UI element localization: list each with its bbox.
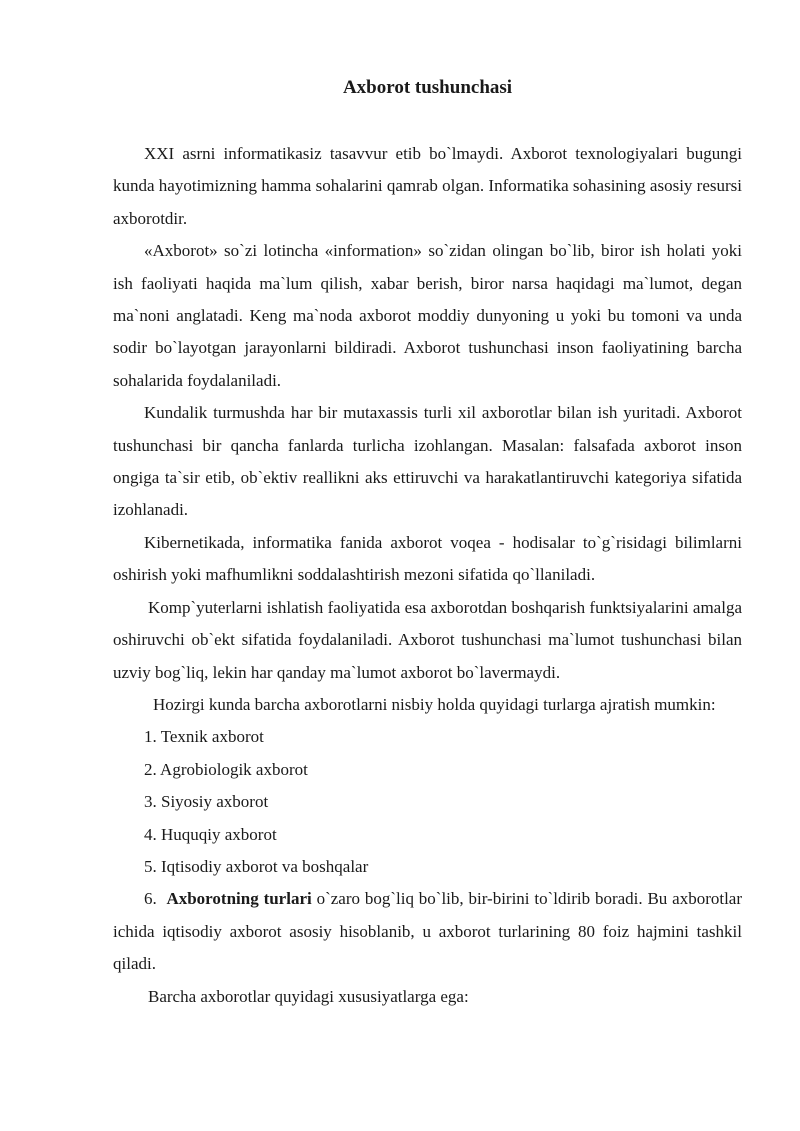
document-page: [113, 74, 742, 1013]
paragraph-item-6: [113, 883, 742, 980]
paragraph-final: Barcha axborotlar quyidagi xususiyatlarga ega:: [148, 986, 469, 1006]
list-item: 5. Iqtisodiy axborot va boshqalar: [144, 856, 369, 876]
paragraph: «Axborot» so`zi lotincha «information» so`zidan olingan bo`lib, biror ish holati yoki ish faoliyati haqida ma`lum qilish, xabar berish, biror narsa haqidagi ma`lumot, degan ma`noni anglatadi. Keng ma`noda axborot moddiy dunyoning u yoki bu tomoni va unda sodir bo`layotgan jarayonlarni bildiradi. Axborot tushunchasi inson faoliyatining barcha sohalarida foydalaniladi.: [113, 241, 742, 390]
item-number: 6.: [144, 889, 157, 909]
document-title: Axborot tushunchasi: [342, 77, 513, 98]
paragraph: Kibernetikada, informatika fanida axborot voqea - hodisalar to`g`risidagi bilimlarni oshirish yoki mafhumlikni soddalashtirish mezoni sifatida qo`llaniladi.: [113, 532, 742, 585]
list-item: 2. Agrobiologik axborot: [144, 759, 308, 779]
bold-term: Axborotning turlari: [166, 889, 312, 909]
paragraph: Komp`yuterlarni ishlatish faoliyatida esa axborotdan boshqarish funktsiyalarini amalga oshiruvchi ob`ekt sifatida foydalaniladi. Axborot tushunchasi ma`lumot tushunchasi bilan uzviy bog`liq, lekin har qanday ma`lumot axborot bo`lavermaydi.: [113, 597, 742, 682]
item-text: o`zaro bog`liq bo`lib, bir-birini to`ldirib boradi. Bu axborotlar ichida iqtisodiy axborot asosiy hisoblanib, u axborot turlarining 80 foiz hajmini tashkil qiladi.: [113, 889, 743, 974]
list-item: 4. Huquqiy axborot: [144, 824, 277, 844]
paragraph: Kundalik turmushda har bir mutaxassis turli xil axborotlar bilan ish yuritadi. Axborot tushunchasi bir qancha fanlarda turlicha izohlangan. Masalan: falsafada axborot inson ongiga ta`sir etib, ob`ektiv reallikni aks ettiruvchi va harakatlantiruvchi kategoriya sifatida izohlanadi.: [113, 403, 742, 520]
list-item: 1. Texnik axborot: [144, 727, 264, 747]
list-item: 3. Siyosiy axborot: [144, 792, 269, 812]
paragraph: XXI asrni informatikasiz tasavvur etib bo`lmaydi. Axborot texnologiyalari bugungi kunda hayotimizning hamma sohalarini qamrab olgan. Informatika sohasining asosiy resursi axborotdir.: [113, 144, 742, 228]
paragraph: Hozirgi kunda barcha axborotlarni nisbiy holda quyidagi turlarga ajratish mumkin:: [153, 694, 716, 714]
types-list: [113, 721, 742, 883]
